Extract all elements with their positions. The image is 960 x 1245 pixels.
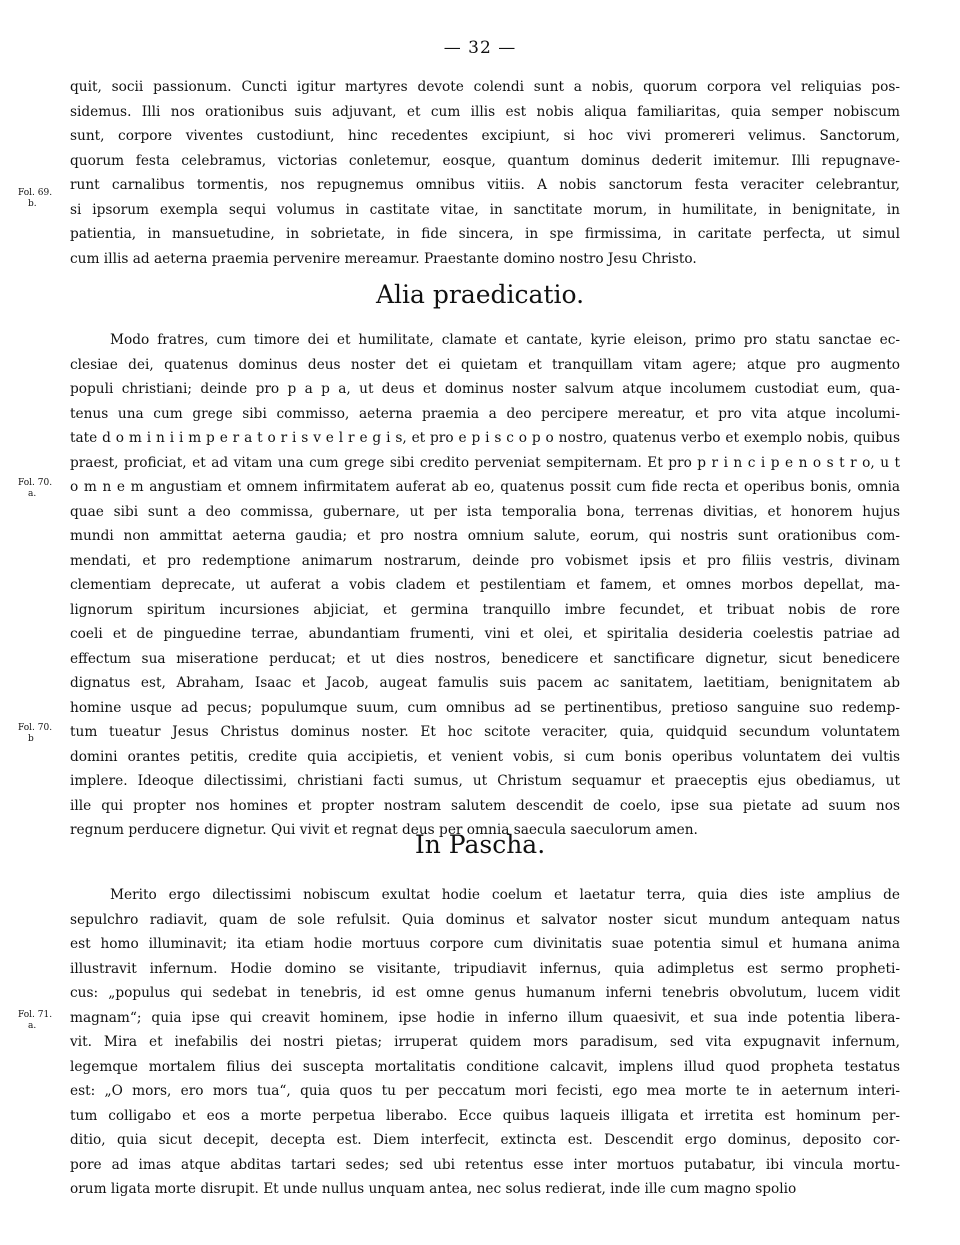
text-line: tate d o m i n i i m p e r a t o r i s v e l r e g i s, et pro e p i s c o p o nostro, quatenus verbo et exemplo nobis, quibus [70,430,900,446]
text-line: illustravit infernum. Hodie domino se visitante, tripudiavit infernus, quia adimpletus est sermo propheti- [70,960,900,977]
text-line: Merito ergo dilectissimi nobiscum exultat hodie coelum et laetatur terra, quia dies iste amplius de [110,887,900,903]
text-line: ille qui propter nos homines et propter nostram salutem descendit de coelo, ipse sua pietate ad suum nos [70,797,900,814]
text-line: mendati, et pro redemptione animarum nostrarum, deinde pro vobismet ipsis et pro filiis vestris, divinam [70,552,900,569]
text-line: domini orantes petitis, credite quia accipietis, et venient vobis, si cum bonis operibus voluntatem dei vultis [70,748,900,765]
text-line: est homo illuminavit; ita etiam hodie mortuus corpore cum divinitatis suae potentia simul et humana anima [70,936,900,952]
margin-note-folio [18,188,68,210]
text-line: coeli et de pinguedine terrae, abundantiam frumenti, vini et olei, et spiritalia desideria coelestis patriae ad [70,626,900,642]
text-line: cus: „populus qui sedebat in tenebris, id est omne genus humanum inferni tenebris obvolutum, lucem vidit [70,985,900,1001]
folio-number: Fol. 71. [18,1010,53,1020]
text-line: patientia, in mansuetudine, in sobrietate, in fide sincera, in spe firmissima, in caritate perfecta, ut simul [70,226,900,242]
text-line: cum illis ad aeterna praemia pervenire mereamur. Praestante domino nostro Jesu Christo. [70,250,697,267]
paragraph-alia-praedicatio [70,328,900,843]
text-line: magnam“; quia ipse qui creavit hominem, ipse hodie in inferno illum quaesivit, et sua inde potentia libera- [70,1009,900,1026]
folio-leaf: a. [28,1021,37,1031]
text-line: regnum perducere dignetur. Qui vivit et regnat deus per omnia saecula saeculorum amen. [70,822,698,838]
text-line: effectum sua miseratione perducat; et ut dies nostros, benedicere et sanctificare dignetur, sicut benedicere [70,650,900,667]
margin-note-folio [18,723,68,745]
heading-alia-praedicatio: Alia praedicatio. [375,280,585,309]
text-line: praest, proficiat, et ad vitam una cum grege sibi credito perveniat sempiternam. Et pro p r i n c i p e n o s t r o, u t [70,454,900,471]
folio-number: Fol. 70. [18,478,53,488]
margin-note-folio [18,1010,68,1032]
text-line: vit. Mira et inefabilis dei nostri pietas; irruperat quidem mors paradisum, sed vita expugnavit infernum, [70,1034,900,1050]
text-line: implere. Ideoque dilectissimi, christiani facti sumus, ut Christum sequamur et praeceptis ejus obediamus, ut [70,773,900,789]
text-line: mundi non ammittat aeterna gaudia; et pro nostra omnium salute, eorum, qui nostris sunt orationibus com- [70,528,900,544]
margin-note-folio [18,478,68,500]
text-line: sidemus. Illi nos orationibus suis adjuvant, et cum illis est nobis aliqua familiaritas, quia semper nobiscum [70,103,900,120]
text-line: ditio, quia sicut decepit, decepta est. Diem interfecit, extincta est. Descendit ergo dominus, deposito cor- [70,1132,900,1148]
text-line: runt carnalibus tormentis, nos repugnemus omnibus vitiis. A nobis sanctorum festa veraciter celebrantur, [70,177,900,193]
text-line: lignorum spiritum incursiones abjiciat, et germina tranquillo imbre fecundet, et tribuat nobis de rore [70,601,900,618]
text-line: est: „O mors, ero mors tua“, quia quos tu per peccatum mori fecisti, ego mea morte te in aeternum interi- [70,1083,900,1099]
text-line: o m n e m angustiam et omnem infirmitatem auferat ab eo, quatenus possit cum fide recta et operibus bonis, omnia [70,479,900,495]
text-line: tum tueatur Jesus Christus dominus noster. Et hoc scitote veraciter, quia, quidquid secundum voluntatem [70,724,900,740]
text-line: homine usque ad pecus; populumque suum, cum omnibus ad se pertinentibus, pretioso sanguine suo redemp- [70,699,900,716]
text-line: quae sibi sunt a deo commissa, gubernare, ut per ista temporalia bona, terrenas divitias, et honorem hujus [70,503,900,520]
folio-leaf: b [28,734,34,744]
text-line: clementiam deprecate, ut auferat a vobis cladem et pestilentiam et famem, et omnes morbos depellat, ma- [70,577,900,593]
text-line: pore ad imas atque abditas tartari sedes; sed ubi retentus esse inter mortuos putabatur, ibi vincula mortu- [70,1156,900,1173]
heading-in-pascha: In Pascha. [414,830,546,859]
text-line: sepulchro radiavit, quam de sole refulsit. Quia dominus et salvator noster sicut mundum antequam natus [70,911,900,928]
text-line: populi christiani; deinde pro p a p a, ut deus et dominus noster salvum atque incolumem custodiat eum, qua- [70,381,900,397]
text-line: Modo fratres, cum timore dei et humilitate, clamate et cantate, kyrie eleison, primo pro statu sanctae ec- [110,332,900,348]
folio-leaf: b. [28,199,37,209]
text-line: clesiae dei, quatenus dominus deus noster det ei quietam et tranquillam vitam agere; atque pro augmento [70,356,900,373]
text-line: quit, socii passionum. Cuncti igitur martyres devote colendi sunt a nobis, quorum corpora vel reliquias pos- [70,79,900,95]
text-line: sunt, corpore viventes custodiunt, hinc recedentes excipiunt, si hoc vivi promereri velimus. Sanctorum, [70,128,900,144]
folio-number: Fol. 69. [18,188,53,198]
text-line: dignatus est, Abraham, Isaac et Jacob, augeat famulis suis pacem ac sanitatem, laetitiam, benignitatem ab [70,675,900,691]
text-line: orum ligata morte disrupit. Et unde nullus unquam antea, nec solus redierat, inde ille cum magno spolio [70,1181,797,1197]
text-line: si ipsorum exempla sequi volumus in castitate vitae, in sanctitate morum, in humilitate, in benignitate, in [70,201,900,218]
text-line: tum colligabo et eos a morte perpetua liberabo. Ecce quibus laqueis illigata et irretita est hominum per- [70,1107,900,1124]
folio-leaf: a. [28,489,37,499]
page-number: — 32 — [443,38,517,58]
text-line: legemque mortalem filius dei suscepta mortalitatis conditione calcavit, implens illud quod propheta testatus [70,1058,900,1075]
text-line: quorum festa celebramus, victorias conletemur, eosque, quantum dominus dederit imitemur. Illi repugnave- [70,152,900,169]
paragraph-martyres [70,75,900,271]
folio-number: Fol. 70. [18,723,53,733]
paragraph-in-pascha [70,883,900,1202]
text-line: tenus una cum grege sibi commisso, aeterna praemia a deo percipere mereatur, et pro vita atque incolumi- [70,405,900,422]
